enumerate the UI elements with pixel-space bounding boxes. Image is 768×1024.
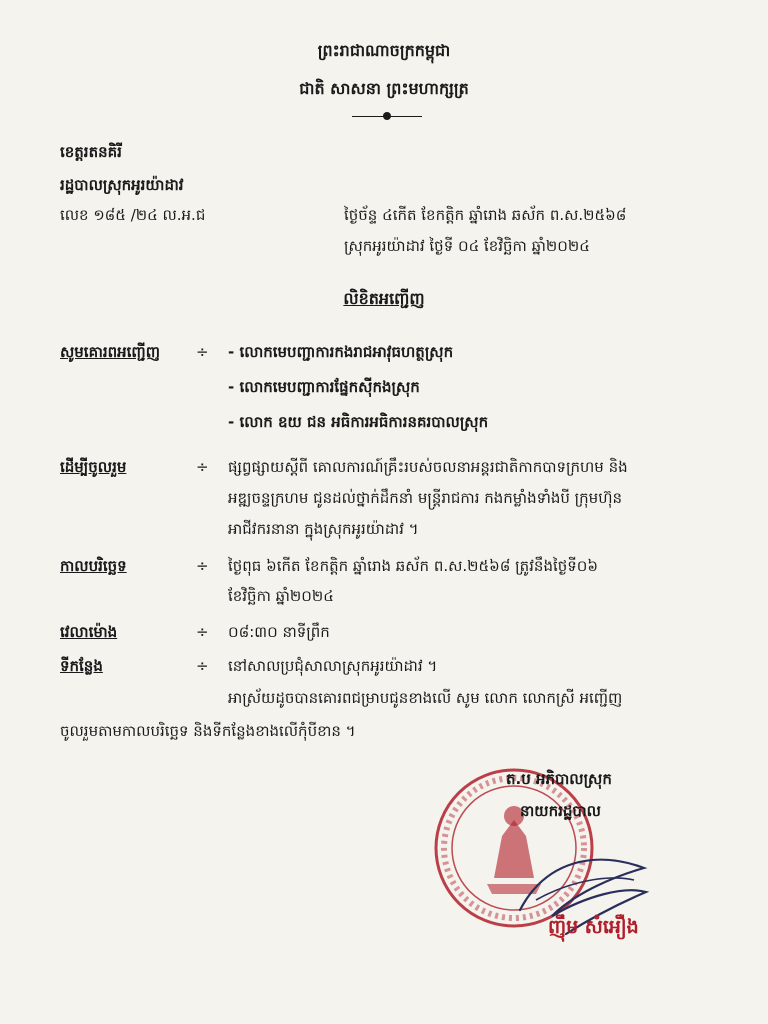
divider-ornament (383, 112, 391, 120)
time-label: វេលាម៉ោង (60, 623, 118, 641)
schedule-separator: ÷ (196, 557, 209, 575)
invite-label: សូមគោរពអញ្ជើញ (60, 343, 160, 361)
signatory-name: ញ៉ឹម សំអឿង (548, 916, 639, 938)
district-admin-name: រដ្ឋបាលស្រុកអូរយ៉ាដាវ (60, 176, 184, 194)
signatory-role: នាយករដ្ឋបាល (520, 802, 601, 820)
closing-line-1: អាស្រ័យដូចបានគោរពជម្រាបជូនខាងលើ សូម លោក លោកស្រី អញ្ជើញ (228, 689, 623, 707)
purpose-separator: ÷ (196, 458, 209, 476)
province-name: ខេត្តរតនគិរី (60, 143, 122, 161)
solar-date: ស្រុកអូរយ៉ាដាវ ថ្ងៃទី ០៤ ខែវិច្ឆិកា ឆ្នាំ២០២៤ (344, 237, 590, 255)
venue-label: ទីកន្លែង (60, 657, 103, 675)
schedule-line: ថ្ងៃពុធ ៦កើត ខែកត្តិក ឆ្នាំរោង ឆស័ក ព.ស.២៥៦៨ ត្រូវនឹងថ្ងៃទី០៦ (228, 557, 599, 575)
schedule-label: កាលបរិច្ឆេទ (60, 557, 127, 575)
national-motto: ជាតិ សាសនា ព្រះមហាក្សត្រ (299, 79, 469, 98)
time-separator: ÷ (196, 623, 209, 641)
letter-title: លិខិតអញ្ជើញ (343, 289, 425, 308)
signatory-on-behalf: ត.ប អភិបាលស្រុក (506, 770, 612, 788)
kingdom-heading: ព្រះរាជាណាចក្រកម្ពុជា (317, 41, 451, 60)
invite-separator: ÷ (196, 343, 209, 361)
recipient-item: - លោកមេបញ្ជាការកងរាជអាវុធហត្ថស្រុក (228, 343, 454, 361)
time-value: ០៨:៣០ នាទីព្រឹក (228, 623, 330, 641)
purpose-line: ផ្សព្វផ្សាយស្តីពី គោលការណ៍គ្រឹះរបស់ចលនាអន្តរជាតិកាកបាទក្រហម និង (228, 458, 628, 476)
venue-value: នៅសាលប្រជុំសាលាស្រុកអូរយ៉ាដាវ ។ (228, 657, 438, 675)
purpose-label: ដើម្បីចូលរួម (60, 458, 127, 476)
venue-separator: ÷ (196, 657, 209, 675)
purpose-line: អឌ្ឍចន្ទក្រហម ជូនដល់ថ្នាក់ដឹកនាំ មន្ត្រីរាជការ កងកម្លាំងទាំងបី ក្រុមហ៊ុន (228, 489, 622, 507)
recipient-item: - លោក ឧយ ជន អធិការអធិការនគរបាលស្រុក (228, 413, 489, 431)
reference-number: លេខ ១៨៥ /២៤ ល.អ.ជ (60, 206, 206, 224)
schedule-line: ខែវិច្ឆិកា ឆ្នាំ២០២៤ (228, 587, 334, 605)
lunar-date: ថ្ងៃច័ន្ទ ៤កើត ខែកត្តិក ឆ្នាំរោង ឆស័ក ព.ស.២៥៦៨ (344, 206, 627, 224)
closing-line-2: ចូលរួមតាមកាលបរិច្ឆេទ និងទីកន្លែងខាងលើកុំបីខាន ។ (60, 722, 356, 740)
purpose-line: អាជីវករនានា ក្នុងស្រុកអូរយ៉ាដាវ ។ (228, 520, 419, 538)
recipient-item: - លោកមេបញ្ជាការផ្នែកស៊ីកងស្រុក (228, 378, 420, 396)
